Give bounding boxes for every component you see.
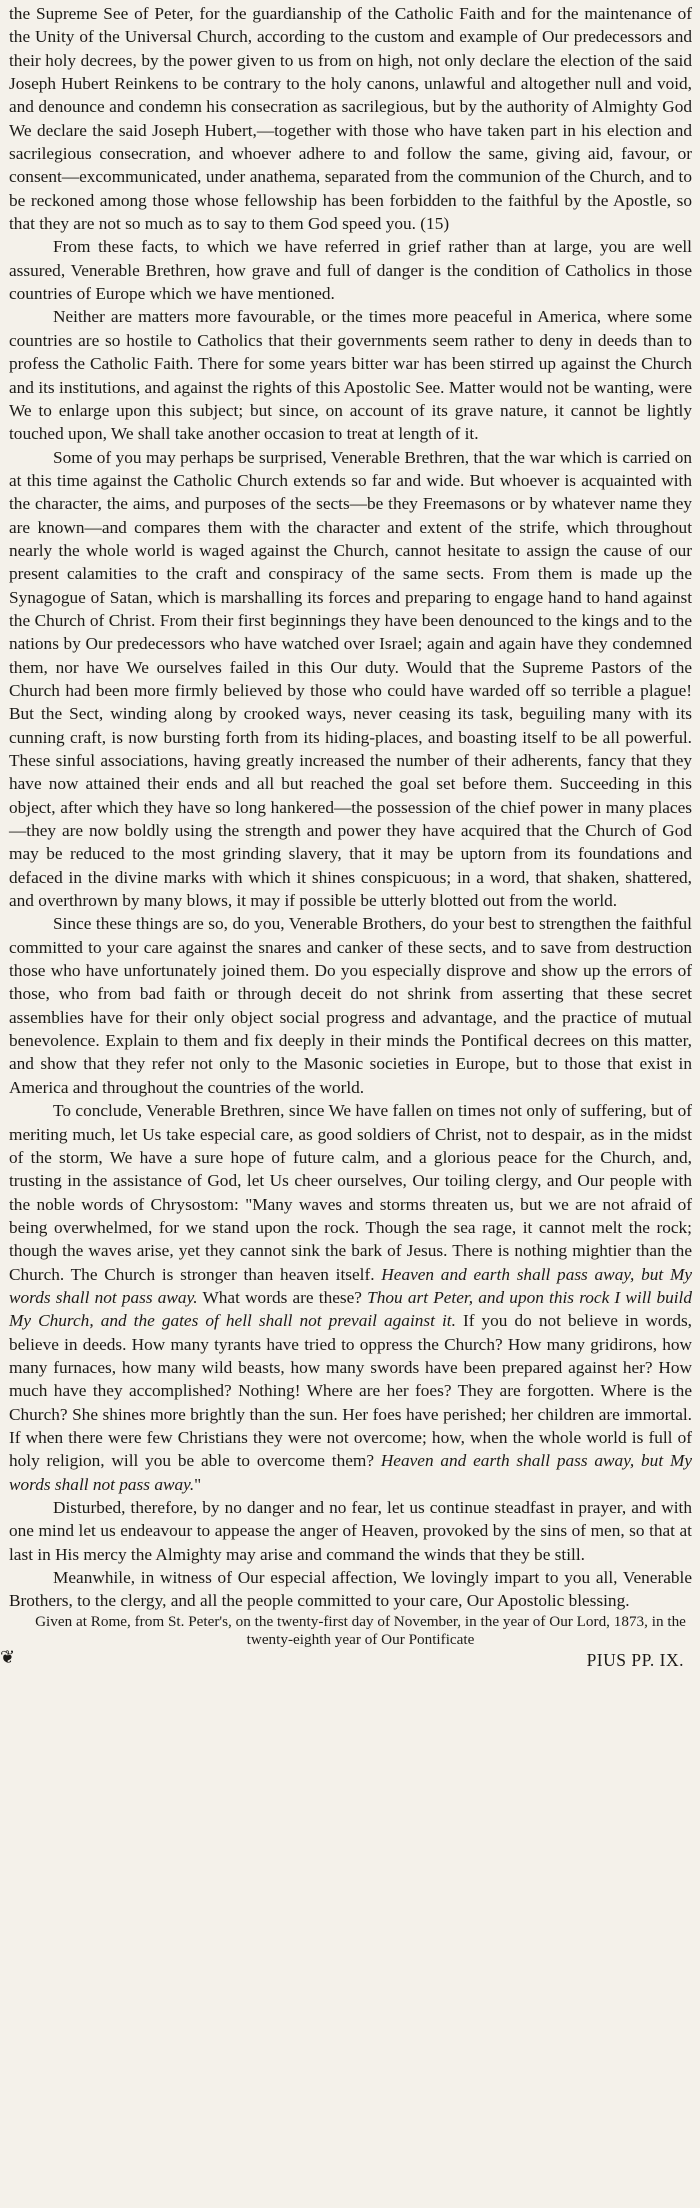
paragraph bbox=[9, 2, 692, 235]
paragraph bbox=[9, 446, 692, 913]
text-run: If you do not believe in words, believe in deeds. How many tyrants have tried to oppress the Church? How many gridirons, how many furnaces, how many wild beasts, how many swords have been prepared against her? How much have they accomplished? Nothing! Where are her foes? They are forgotten. Where is the Church? She shines more brightly than the sun. Her foes have perished; her children are immortal. If when there were few Christians they were not overcome; how, when the whole world is full of holy religion, will you be able to overcome them? bbox=[9, 1311, 693, 1471]
signature: PIUS PP. IX. bbox=[586, 1649, 684, 1670]
paragraph bbox=[9, 305, 692, 445]
italic-quotation: Thou art Peter, and upon this rock I will build My Church, and the gates of hell shall not prevail against it. bbox=[9, 1287, 693, 1331]
paragraph bbox=[9, 912, 692, 1099]
italic-quotation: Heaven and earth shall pass away, but My words shall not pass away. bbox=[9, 1451, 693, 1494]
text-run: Meanwhile, in witness of Our especial affection, We lovingly impart to you all, Venerable Brothers, to the clergy, and all the people committed to your care, Our Apostolic blessing. bbox=[9, 1568, 692, 1611]
text-run: Since these things are so, do you, Venerable Brothers, do your best to strengthen the faithful committed to your care against the snares and canker of these sects, and to save from destruction those who have unfortunately joined them. Do you especially disprove and show up the errors of those, who from bad faith or through deceit do not shrink from asserting that these secret assemblies have for their only object social progress and advantage, and the practice of mutual benevolence. Explain to them and fix deeply in their minds the Pontifical decrees on this matter, and show that they refer not only to the Masonic societies in Europe, but to those that exist in America and throughout the countries of the world. bbox=[9, 914, 692, 1097]
text-run: To conclude, Venerable Brethren, since We have fallen on times not only of suffering, but of meriting much, let Us take especial care, as good soldiers of Christ, not to despair, as in the midst of the storm, We have a sure hope of future calm, and a glorious peace for the Church, and, trusting in the assistance of God, let Us cheer ourselves, Our toiling clergy, and Our people with the noble words of Chrysostom: "Many waves and storms threaten us, but we are not afraid of being overwhelmed, for we stand upon the rock. Though the sea rage, it cannot melt the rock; though the waves arise, yet they cannot sink the bark of Jesus. There is nothing mightier than the Church. The Church is stronger than heaven itself. bbox=[9, 1101, 692, 1284]
text-run: From these facts, to which we have referred in grief rather than at large, you are well assured, Venerable Brethren, how grave and full of danger is the condition of Catholics in those countries of Europe which we have mentioned. bbox=[9, 237, 692, 304]
paragraph bbox=[9, 235, 692, 305]
document-body bbox=[9, 2, 692, 1613]
text-run: What words are these? bbox=[197, 1287, 368, 1307]
italic-quotation: Heaven and earth shall pass away, but My words shall not pass away. bbox=[9, 1264, 693, 1307]
paragraph bbox=[9, 1099, 692, 1496]
paragraph bbox=[9, 1566, 692, 1613]
text-run: the Supreme See of Peter, for the guardianship of the Catholic Faith and for the maintenance of the Unity of the Universal Church, according to the custom and example of Our predecessors and their holy decrees, by the power given to us from on high, not only declare the election of the said Joseph Hubert Reinkens to be contrary to the holy canons, unlawful and altogether null and void, and denounce and condemn his consecration as sacrilegious, but by the authority of Almighty God We declare the said Joseph Hubert,—together with those who have taken part in his election and sacrilegious consecration, and whoever adhere to and follow the same, giving aid, favour, or consent—excommunicated, under anathema, separated from the communion of the Church, and to be reckoned among those whose fellowship has been forbidden to the faithful by the Apostle, so that they are not so much as to say to them God speed you. (15) bbox=[9, 4, 692, 234]
margin-pointer-icon: ❦ bbox=[0, 1647, 16, 1667]
text-run: Some of you may perhaps be surprised, Venerable Brethren, that the war which is carried on at this time against the Catholic Church extends so far and wide. But whoever is acquainted with the character, the aims, and purposes of the sects—be they Freemasons or by whatever name they are known—and compares them with the character and extent of the strife, which throughout nearly the whole world is waged against the Church, cannot hesitate to assign the cause of our present calamities to the craft and conspiracy of the same sects. From them is made up the Synagogue of Satan, which is marshalling its forces and preparing to engage hand to hand against the Church of Christ. From their first beginnings they have been denounced to the kings and to the nations by Our predecessors who have watched over Israel; again and again have they condemned them, nor have We ourselves failed in this Our duty. Would that the Supreme Pastors of the Church had been more firmly believed by those who could have warded off so terrible a plague! But the Sect, winding along by crooked ways, never ceasing its task, beguiling many with its cunning craft, is now bursting forth from its hiding-places, and boasting itself to be all powerful. These sinful associations, having greatly increased the number of their adherents, fancy that they have now attained their ends and all but reached the goal set before them. Succeeding in this object, after which they have so long hankered—the possession of the chief power in many places—they are now boldly using the strength and power they have acquired that the Church of God may be reduced to the most grinding slavery, that it may be uptorn from its foundations and defaced in the divine marks with which it shines conspicuous; in a word, that shaken, shattered, and overthrown by many blows, it may if possible be utterly blotted out from the world. bbox=[9, 447, 692, 911]
text-run: " bbox=[194, 1474, 202, 1494]
text-run: Disturbed, therefore, by no danger and no fear, let us continue steadfast in prayer, and with one mind let us endeavour to appease the anger of Heaven, provoked by the sins of men, so that at last in His mercy the Almighty may arise and command the winds that they be still. bbox=[9, 1498, 692, 1564]
dateline: Given at Rome, from St. Peter's, on the twenty-first day of November, in the year of Our Lord, 1873, in the twenty-eighth year of Our Pontificate bbox=[35, 1612, 686, 1649]
paragraph bbox=[9, 1496, 692, 1566]
text-run: Neither are matters more favourable, or the times more peaceful in America, where some countries are so hostile to Catholics that their governments seem rather to deny in deeds than to profess the Catholic Faith. There for some years bitter war has been stirred up against the Church and its institutions, and against the rights of this Apostolic See. Matter would not be wanting, were We to enlarge upon this subject; but since, on account of its grave nature, it cannot be lightly touched upon, We shall take another occasion to treat at length of it. bbox=[9, 307, 692, 444]
